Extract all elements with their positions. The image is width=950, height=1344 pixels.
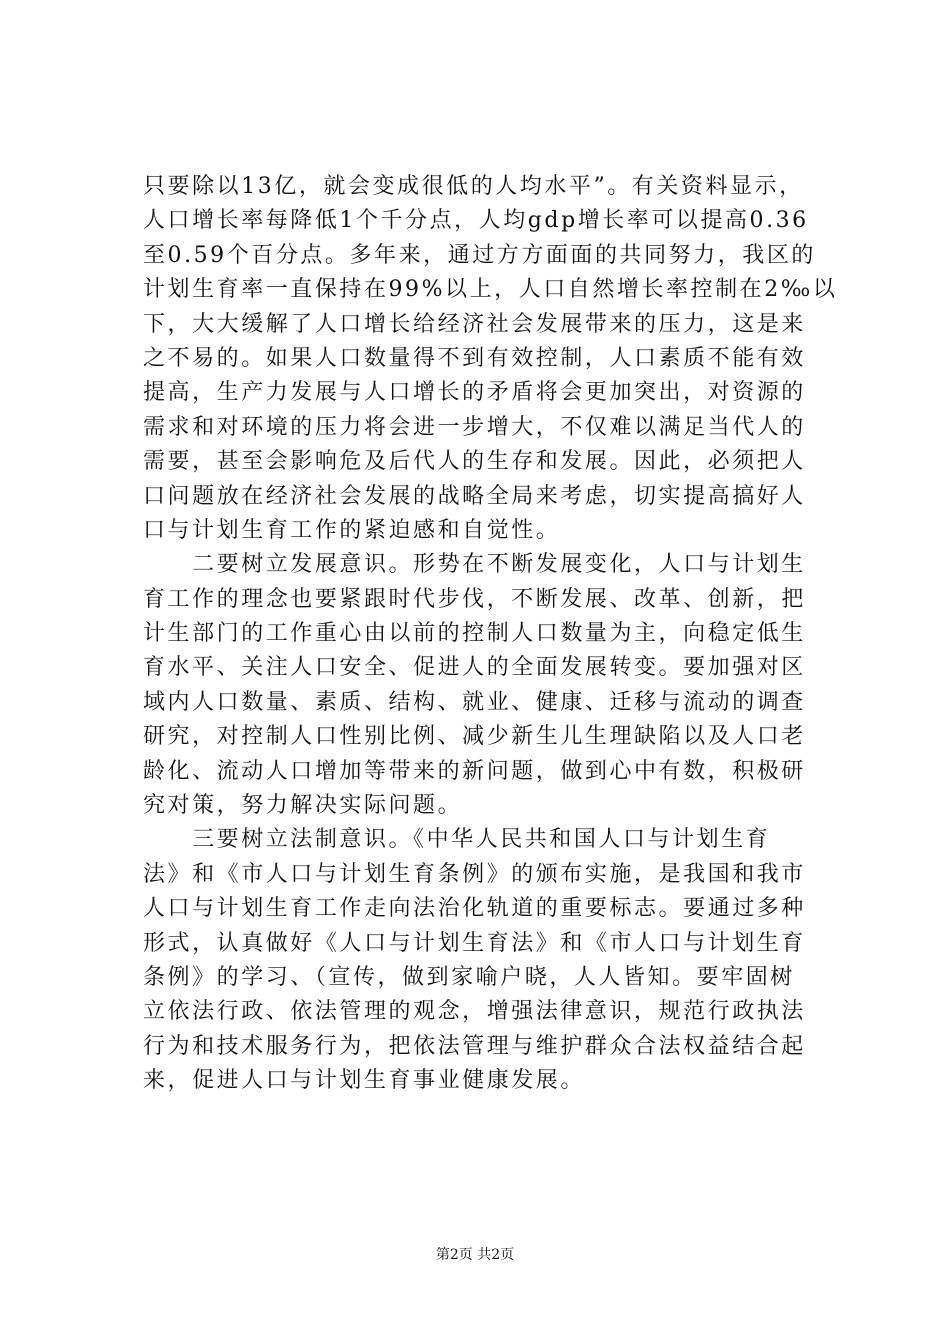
text-line: 口与计划生育工作的紧迫感和自觉性。 <box>143 517 561 543</box>
text-line: 域内人口数量、素质、结构、就业、健康、迁移与流动的调查 <box>143 689 806 715</box>
text-line: 计划生育率一直保持在99%以上，人口自然增长率控制在2‰以 <box>143 277 838 303</box>
text-line: 人口增长率每降低1个千分点，人均gdp增长率可以提高0.36 <box>143 208 809 234</box>
text-line: 只要除以13亿，就会变成很低的人均水平”。有关资料显示， <box>143 174 804 199</box>
text-line: 需要，甚至会影响危及后代人的生存和发展。因此，必须把人 <box>143 449 806 475</box>
body-text <box>143 170 838 1099</box>
text-line: 条例》的学习、（宣传，做到家喻户晓，人人皆知。要牢固树 <box>143 964 795 990</box>
text-line: 人口与计划生育工作走向法治化轨道的重要标志。要通过多种 <box>143 896 806 922</box>
text-line: 口问题放在经济社会发展的战略全局来考虑，切实提高搞好人 <box>143 483 806 509</box>
text-line: 二要树立发展意识。形势在不断发展变化，人口与计划生 <box>143 552 806 578</box>
text-line: 法》和《市人口与计划生育条例》的颁布实施，是我国和我市 <box>143 861 806 887</box>
page-number-footer: 第2页 共2页 <box>435 1247 515 1263</box>
text-line: 龄化、流动人口增加等带来的新问题，做到心中有数，积极研 <box>143 758 806 784</box>
text-line: 至0.59个百分点。多年来，通过方方面面的共同努力，我区的 <box>143 242 816 268</box>
text-line: 形式，认真做好《人口与计划生育法》和《市人口与计划生育 <box>143 930 806 956</box>
text-line: 研究，对控制人口性别比例、减少新生儿生理缺陷以及人口老 <box>143 724 806 750</box>
text-line: 三要树立法制意识。《中华人民共和国人口与计划生育 <box>143 827 771 853</box>
text-line: 计生部门的工作重心由以前的控制人口数量为主，向稳定低生 <box>143 621 806 647</box>
text-line: 立依法行政、依法管理的观念，增强法律意识，规范行政执法 <box>143 999 806 1025</box>
text-line: 下，大大缓解了人口增长给经济社会发展带来的压力，这是来 <box>143 311 806 337</box>
text-line: 之不易的。如果人口数量得不到有效控制，人口素质不能有效 <box>143 345 806 371</box>
text-line: 育水平、关注人口安全、促进人的全面发展转变。要加强对区 <box>143 655 806 681</box>
text-line: 究对策，努力解决实际问题。 <box>143 793 463 819</box>
text-line: 提高，生产力发展与人口增长的矛盾将会更加突出，对资源的 <box>143 380 806 406</box>
text-line: 育工作的理念也要紧跟时代步伐，不断发展、改革、创新，把 <box>143 586 806 612</box>
text-line: 需求和对环境的压力将会进一步增大，不仅难以满足当代人的 <box>143 414 806 440</box>
text-line: 行为和技术服务行为，把依法管理与维护群众合法权益结合起 <box>143 1033 806 1059</box>
text-line: 来，促进人口与计划生育事业健康发展。 <box>143 1068 585 1094</box>
